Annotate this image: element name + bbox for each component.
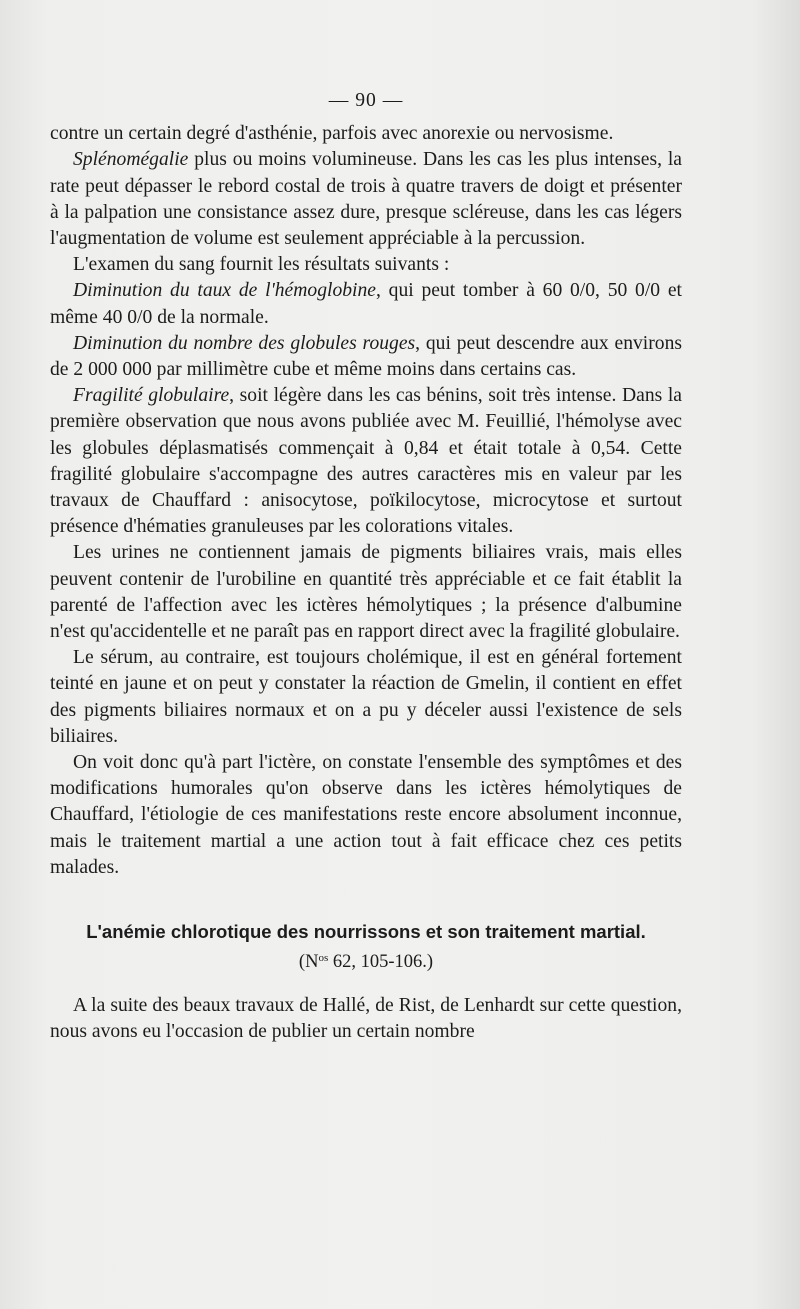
paragraph-lead: Splénomégalie [73, 149, 189, 171]
paragraph-final: A la suite des beaux travaux de Hallé, de Rist, de Lenhardt sur cette question, nous avons eu l'occasion de publier un certain nombre [50, 995, 682, 1043]
paragraph-globules-rouges: Diminution du nombre des globules rouges, qui peut descendre aux environs de 2 000 000 par millimètre cube et même moins dans certains cas. [50, 332, 682, 381]
page-content [50, 88, 682, 1046]
paragraph-examen-sang: L'examen du sang fournit les résultats suivants : [73, 254, 450, 276]
paragraph-lead: Fragilité globulaire [73, 385, 230, 407]
page-number: — 90 — [328, 90, 404, 111]
paragraph-serum: Le sérum, au contraire, est toujours cholémique, il est en général fortement teinté en jaune et on peut y constater la réaction de Gmelin, il contient en effet des pigments biliaires normaux et on a pu y déceler aussi l'existence de sels biliaires. [50, 647, 682, 747]
section-reference: ($N^{os}$ 62, 105-106.) [298, 952, 434, 973]
paragraph-lead: Diminution du taux de l'hémoglobine [73, 280, 376, 302]
section-title: L'anémie chlorotique des nourrissons et son traitement martial. [86, 921, 646, 943]
paragraph-continuation: contre un certain degré d'asthénie, parfois avec anorexie ou nervosisme. [50, 123, 614, 145]
paragraph-splenomegalie: Splénomégalie plus ou moins volumineuse. Dans les cas les plus intenses, la rate peut dépasser le rebord costal de trois à quatre travers de doigt et présenter à la palpation une consistance assez dure, presque scléreuse, dans les cas légers l'augmentation de volume est seulement appréciable à la percussion. [50, 149, 682, 250]
paragraph-conclusion: On voit donc qu'à part l'ictère, on constate l'ensemble des symptômes et des modifications humorales qu'on observe dans les ictères hémolytiques de Chauffard, l'étiologie de ces manifestations reste encore absolument inconnue, mais le traitement martial a une action tout à fait efficace chez ces petits malades. [50, 752, 682, 878]
paragraph-lead: Diminution du nombre des globules rouges [73, 332, 416, 354]
paragraph-hemoglobine: Diminution du taux de l'hémoglobine, qui peut tomber à 60 0/0, 50 0/0 et même 40 0/0 de la normale. [50, 280, 682, 328]
paragraph-fragilite: Fragilité globulaire, soit légère dans les cas bénins, soit très intense. Dans la première observation que nous avons publiée avec M. Feuillié, l'hémolyse avec les globules déplasmatisés commençait à 0,84 et était totale à 0,54. Cette fragilité globulaire s'accompagne des autres caractères mis en valeur par les travaux de Chauffard : anisocytose, poïkilocytose, microcytose et surtout présence d'hématies granuleuses par les colorations vitales. [50, 385, 682, 538]
paragraph-urines: Les urines ne contiennent jamais de pigments biliaires vrais, mais elles peuvent contenir de l'urobiline en quantité très appréciable et ce fait établit la parenté de l'affection avec les ictères hémolytiques ; la présence d'albumine n'est qu'accidentelle et ne paraît pas en rapport direct avec la fragilité globulaire. [50, 542, 682, 643]
